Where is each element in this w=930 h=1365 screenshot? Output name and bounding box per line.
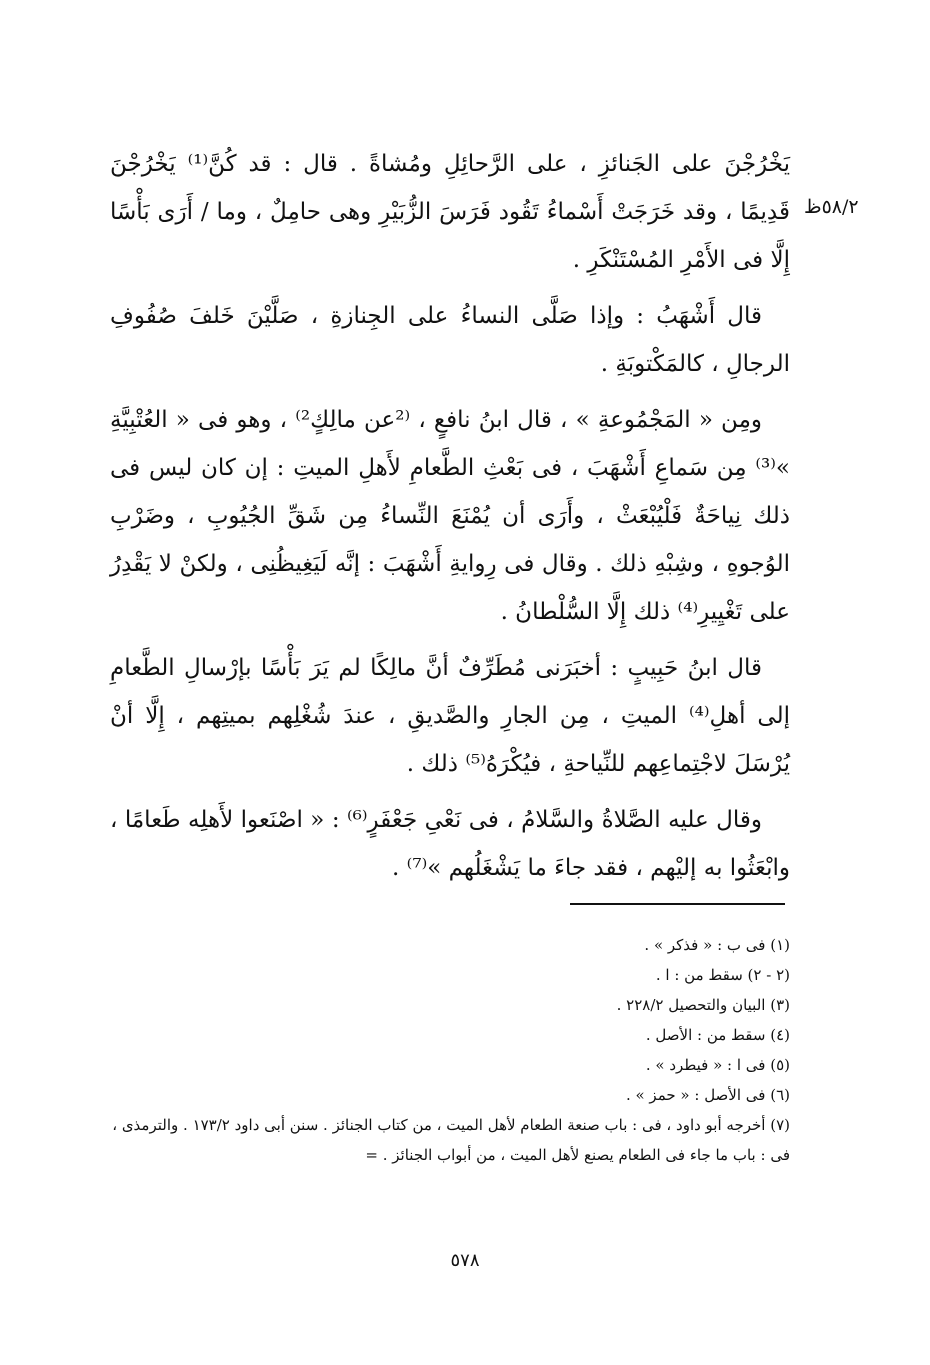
footnote: (٧) أخرجه أبو داود ، فى : باب صنعة الطعام لأهل الميت ، من كتاب الجنائز . سنن أبى داود ١٧٣/٢ . والترمذى ، فى : باب ما جاء فى الطعام يصنع لأهل الميت ، من أبواب الجنائز . = xyxy=(112,1116,790,1164)
page-number: ٥٧٨ xyxy=(450,1250,480,1271)
footnote: (٦) فى الأصل : « حمز » . xyxy=(625,1086,790,1104)
footnote: (٣) البيان والتحصيل ٢٢٨/٢ . xyxy=(616,996,790,1014)
margin-folio-note: ٥٨/٢ظ xyxy=(804,196,859,218)
footnote: (١) فى ب : « فذكر » . xyxy=(644,936,790,954)
footnote-separator xyxy=(570,903,785,905)
paragraph: يَخْرُجْنَ على الجَنائزِ ، على الرَّحائِلِ ومُشاةً . قال : قد كُنَّ⁽¹⁾ يَخْرُجْنَ قَدِيمًا ، وقد خَرَجَتْ أَسْماءُ تَقُود فَرَسَ الزُّبَيْرِ وهى حامِلٌ ، وما / أَرَى بَأْسًا إِلَّا فى الأَمْرِ المُسْتَنْكَرِ . xyxy=(110,151,790,273)
footnotes xyxy=(110,930,790,1170)
paragraph: قال أَشْهَبُ : وإذا صَلَّى النساءُ على الجِنازةِ ، صَلَّيْنَ خَلفَ صُفُوفِ الرجالِ ، كالمَكْتوبَةِ . xyxy=(110,303,790,377)
paragraph: وقال عليه الصَّلاةُ والسَّلامُ ، فى نَعْىِ جَعْفَرٍ⁽⁶⁾ : « اصْنَعوا لأَهلِه طَعامًا ، وابْعَثُوا به إليْهم ، فقد جاءَ ما يَشْغَلُهم »⁽⁷⁾ . xyxy=(110,807,790,881)
footnote: (٤) سقط من : الأصل . xyxy=(645,1026,790,1044)
main-text xyxy=(110,140,790,900)
footnote: (٥) فى ا : « فيطرد » . xyxy=(645,1056,790,1074)
footnote: (٢ - ٢) سقط من : ا . xyxy=(655,966,790,984)
paragraph: ومِن « المَجْمُوعةِ » ، قال ابنُ نافعٍ ، ⁽²عن مالِكٍ²⁾ ، وهو فى « العُتْبِيَّةِ »⁽³⁾ مِن سَماعِ أَشْهَبَ ، فى بَعْثِ الطَّعامِ لأَهلِ الميتِ : إن كان ليس فى ذلك نِياحَةٌ فَلْيُبْعَثْ ، وأَرَى أن يُمْنَعَ النِّساءُ مِن شَقِّ الجُيُوبِ ، وضَرْبِ الوُجوهِ ، وشِبْهِ ذلك . وقال فى رِوايةِ أَشْهَبَ : إنَّه لَيَغِيظُنِى ، ولكنْ لا يَقْدِرُ على تَغْيِيرِ⁽⁴⁾ ذلك إِلَّا السُّلْطانُ . xyxy=(110,407,790,625)
paragraph: قال ابنُ حَبِيبٍ : أخبَرَنى مُطَرِّفٌ أنَّ مالِكًا لم يَرَ بَأْسًا بإرْسالِ الطَّعامِ إلى أهلِ⁽⁴⁾ الميتِ ، مِن الجارِ والصَّديقِ ، عندَ شُغْلِهم بميتِهم ، إِلَّا أنْ يُرْسَلَ لاجْتِماعِهم للنِّياحةِ ، فيُكْرَهُ⁽⁵⁾ ذلك . xyxy=(110,655,790,777)
